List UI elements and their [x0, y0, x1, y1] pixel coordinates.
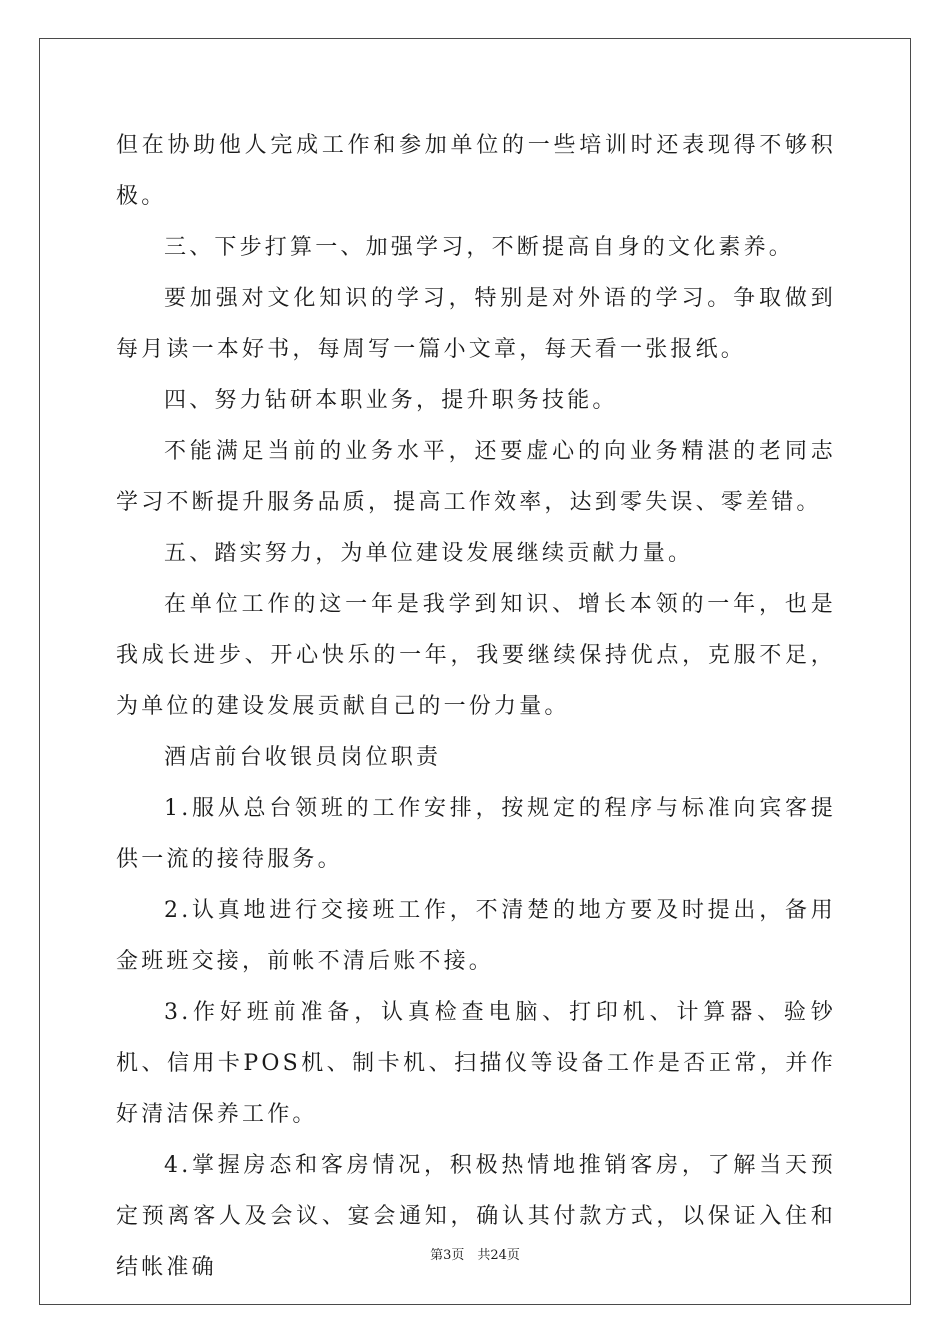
- paragraph: 但在协助他人完成工作和参加单位的一些培训时还表现得不够积极。: [116, 133, 836, 209]
- list-item: 4.掌握房态和客房情况，积极热情地推销客房，了解当天预定预离客人及会议、宴会通知，确认其付款方式，以保证入住和结帐准确: [116, 1153, 836, 1280]
- page-number-footer: 第3页 共24页: [430, 1248, 520, 1263]
- paragraph: 要加强对文化知识的学习，特别是对外语的学习。争取做到每月读一本好书，每周写一篇小文章，每天看一张报纸。: [116, 286, 836, 362]
- paragraph: 在单位工作的这一年是我学到知识、增长本领的一年，也是我成长进步、开心快乐的一年，我要继续保持优点，克服不足，为单位的建设发展贡献自己的一份力量。: [116, 592, 836, 719]
- section-heading: 五、踏实努力，为单位建设发展继续贡献力量。: [164, 541, 694, 566]
- section-heading: 三、下步打算一、加强学习，不断提高自身的文化素养。: [164, 235, 795, 260]
- list-item: 2.认真地进行交接班工作，不清楚的地方要及时提出，备用金班班交接，前帐不清后账不接。: [116, 898, 836, 974]
- paragraph: 不能满足当前的业务水平，还要虚心的向业务精湛的老同志学习不断提升服务品质，提高工作效率，达到零失误、零差错。: [116, 439, 836, 515]
- document-subtitle: 酒店前台收银员岗位职责: [164, 745, 442, 770]
- section-heading: 四、努力钻研本职业务，提升职务技能。: [164, 388, 618, 413]
- list-item: 1.服从总台领班的工作安排，按规定的程序与标准向宾客提供一流的接待服务。: [116, 796, 836, 872]
- list-item: 3.作好班前准备，认真检查电脑、打印机、计算器、验钞机、信用卡POS机、制卡机、扫描仪等设备工作是否正常，并作好清洁保养工作。: [116, 1000, 836, 1127]
- document-body: [116, 120, 836, 1293]
